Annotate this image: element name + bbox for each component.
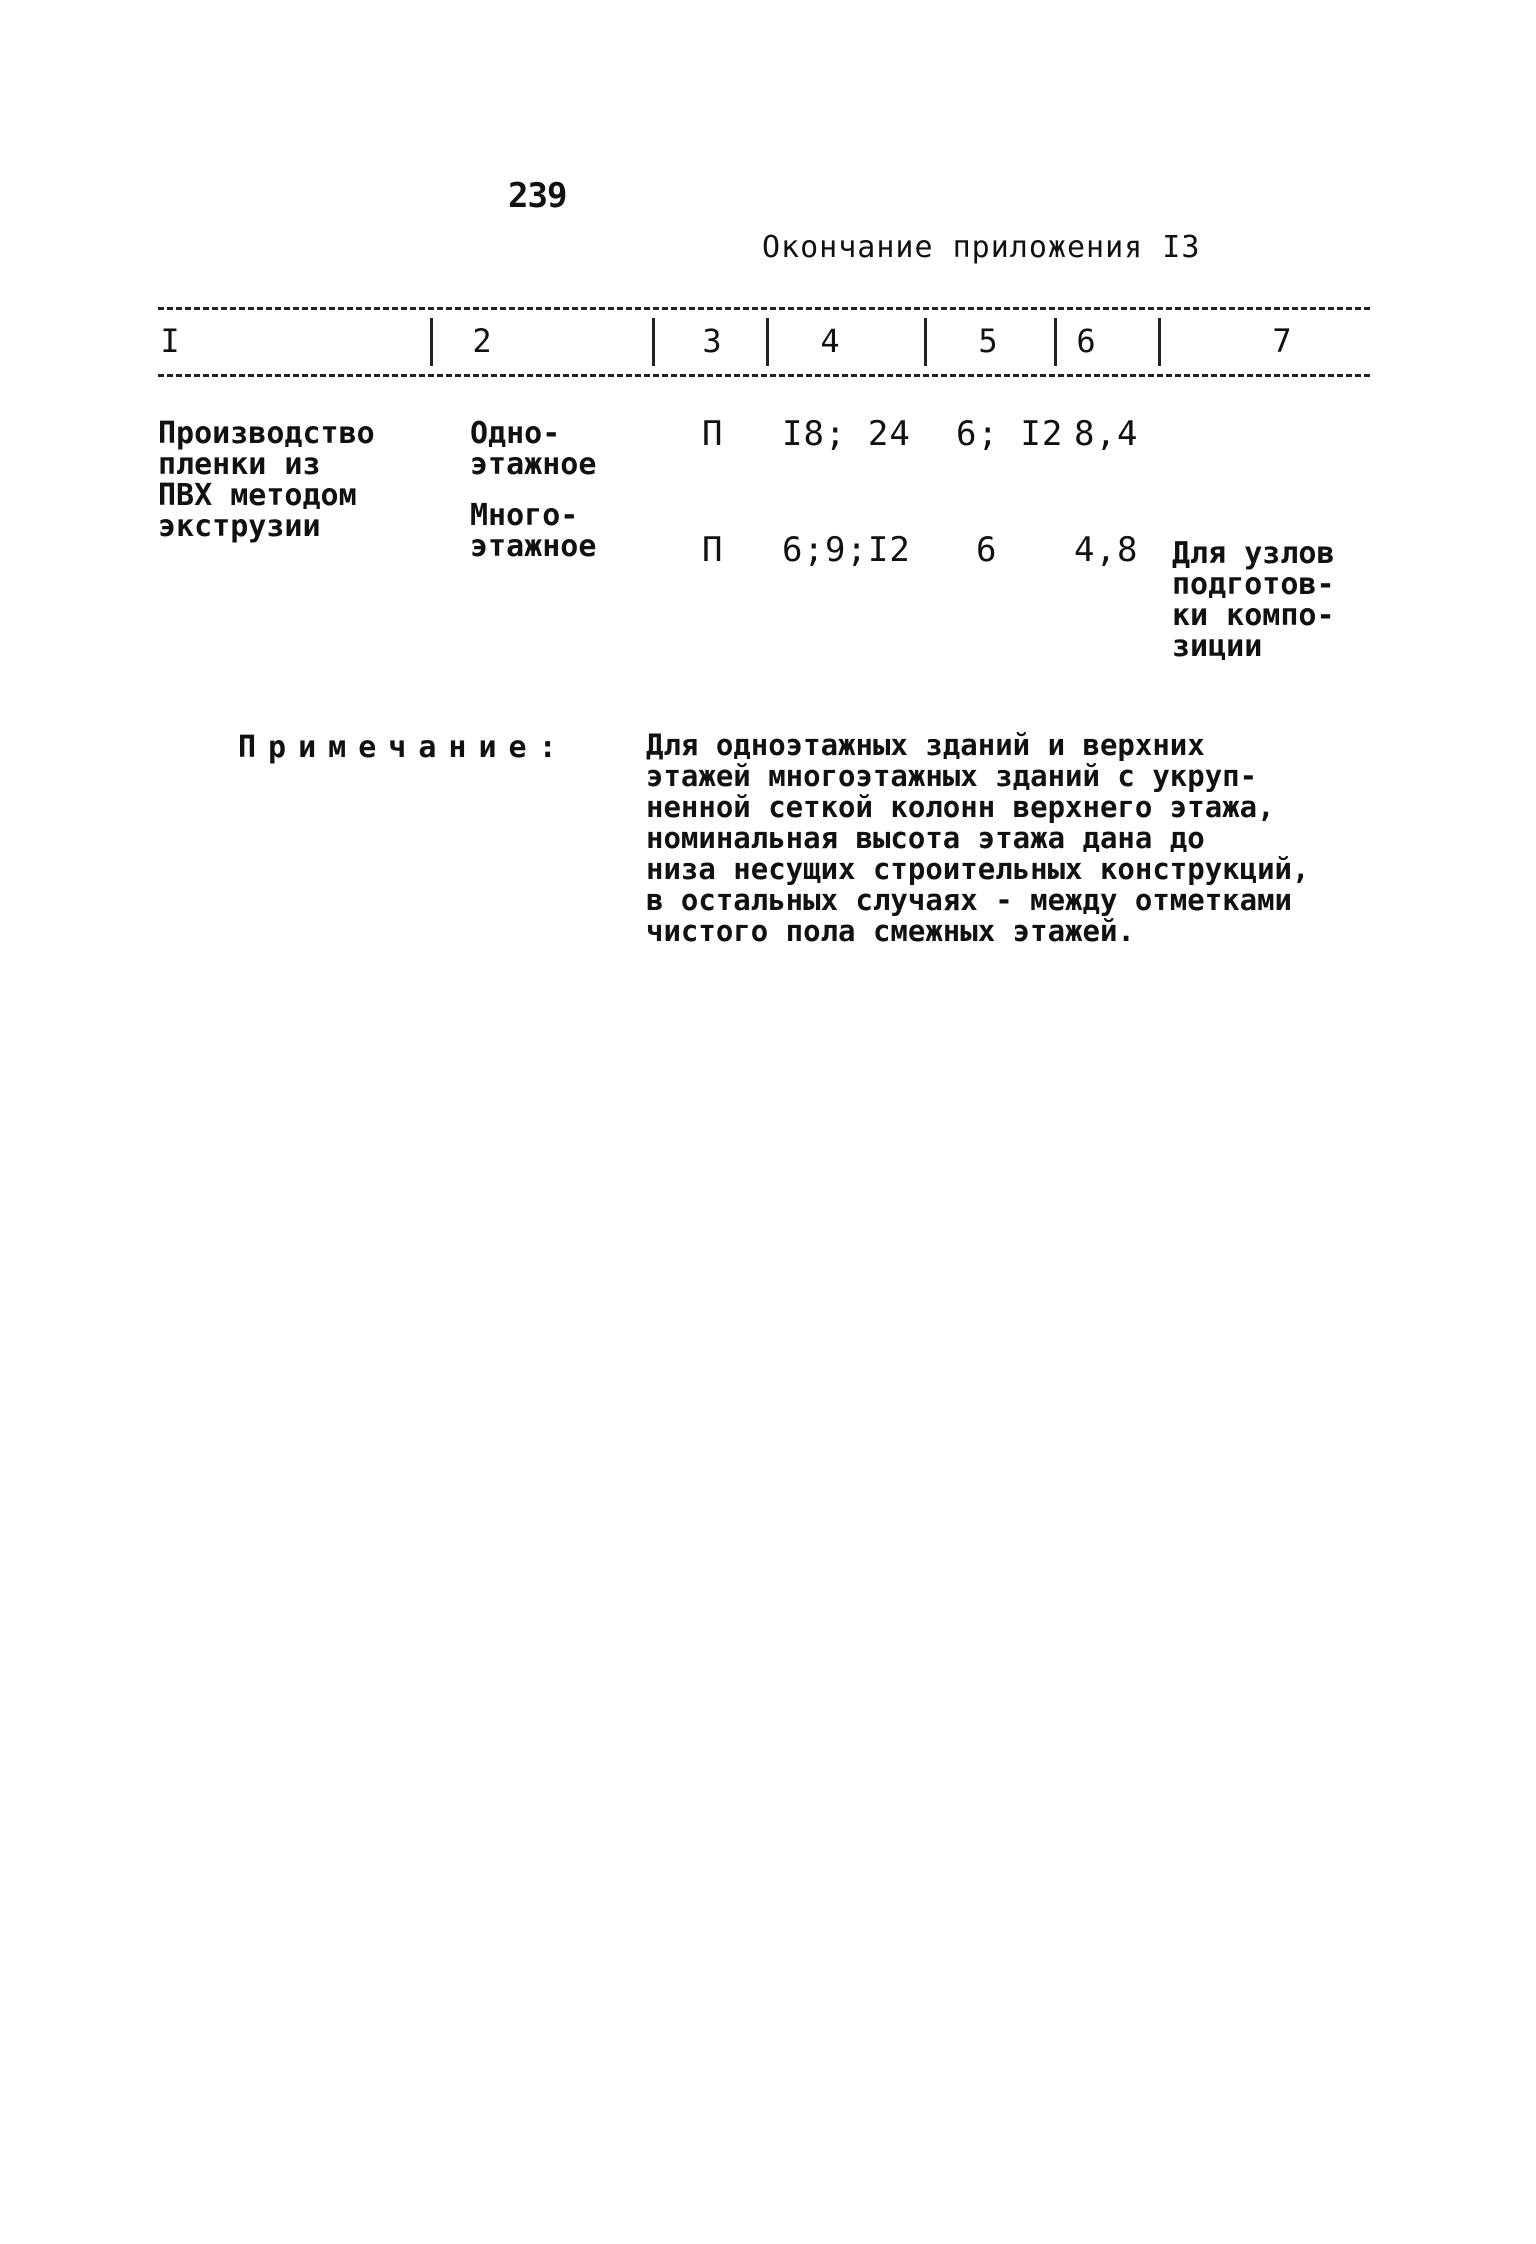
column-separator <box>652 318 655 366</box>
cell-building-type: Много- этажное <box>470 498 597 564</box>
table-top-rule <box>158 307 1370 310</box>
column-number-7: 7 <box>1272 322 1292 360</box>
cell-production-type: Производство пленки из ПВХ методом экструзии <box>158 416 375 544</box>
cell-col5: 6 <box>976 530 998 570</box>
appendix-title: Окончание приложения I3 <box>762 230 1201 265</box>
column-number-6: 6 <box>1076 322 1096 360</box>
cell-col4: I8; 24 <box>782 414 911 454</box>
note-line: ненной сеткой колонн верхнего этажа, <box>646 790 1275 824</box>
column-number-4: 4 <box>820 322 840 360</box>
cell-col6: 8,4 <box>1074 414 1139 454</box>
cell-col5: 6; I2 <box>956 414 1064 454</box>
cell-building-type: Одно- этажное <box>470 416 597 482</box>
note-line: низа несущих строительных конструкций, <box>646 852 1310 886</box>
cell-col3: П <box>702 530 724 570</box>
column-separator <box>1158 318 1161 366</box>
column-number-5: 5 <box>978 322 998 360</box>
page-number: 239 <box>508 176 567 216</box>
note-label: Примечание: <box>238 730 569 765</box>
table-header-rule <box>158 374 1370 377</box>
column-number-2: 2 <box>472 322 492 360</box>
note-line: Для одноэтажных зданий и верхних <box>646 728 1205 762</box>
cell-col7: Для узлов подготов- ки компо- зиции <box>1172 536 1335 664</box>
column-separator <box>924 318 927 366</box>
cell-col6: 4,8 <box>1074 530 1139 570</box>
column-separator <box>766 318 769 366</box>
column-number-3: 3 <box>702 322 722 360</box>
column-number-1: I <box>160 322 180 360</box>
note-line: чистого пола смежных этажей. <box>646 914 1135 948</box>
note-line: в остальных случаях - между отметками <box>646 883 1293 917</box>
cell-col3: П <box>702 414 724 454</box>
column-separator <box>430 318 433 366</box>
cell-col4: 6;9;I2 <box>782 530 911 570</box>
note-line: номинальная высота этажа дана до <box>646 821 1205 855</box>
note-text <box>646 730 1406 947</box>
note-line: этажей многоэтажных зданий с укруп- <box>646 759 1258 793</box>
